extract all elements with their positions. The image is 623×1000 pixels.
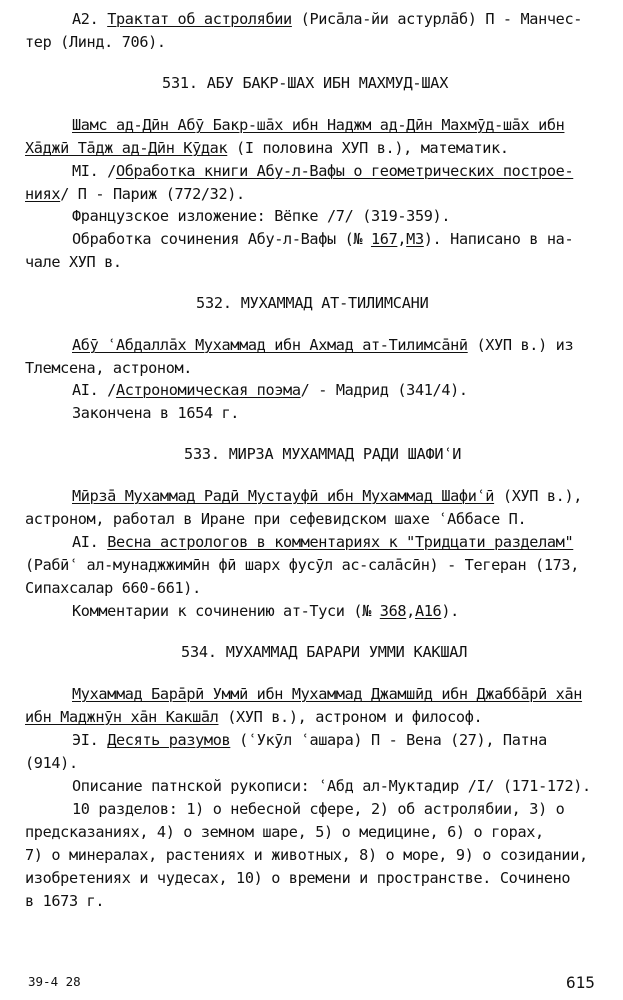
text-span: AI. / <box>72 381 116 399</box>
text-span: 10 разделов: 1) о небесной сфере, 2) об астролябии, 3) о <box>72 800 565 818</box>
text-span: (ʿУкӯл ʿашара) П - Вена (27), Патна <box>230 731 547 749</box>
underlined-text: 368 <box>379 602 407 620</box>
text-span: предсказаниях, 4) о земном шаре, 5) о медицине, 6) о горах, <box>25 823 544 841</box>
section-heading-533 <box>184 443 461 465</box>
text-line <box>25 183 245 205</box>
text-span: MI. / <box>72 162 116 180</box>
text-span: Французское изложение: Вёпке /7/ (319-359). <box>72 207 451 225</box>
text-span: Тлемсена, астроном. <box>25 359 193 377</box>
text-span: , <box>406 602 415 620</box>
text-span: ). <box>441 602 459 620</box>
text-span: Комментарии к сочинению ат-Туси (№ <box>72 602 380 620</box>
underlined-text: Астрономическая поэма <box>115 381 301 399</box>
text-line <box>25 251 122 273</box>
underlined-text: Мӣрзā Мухаммад Радӣ Мустауфӣ ибн Мухаммад Шафиʿӣ <box>72 487 495 505</box>
underlined-text: ибн Маджнӯн хāн Какшāл <box>25 708 219 726</box>
text-line <box>72 334 573 356</box>
underlined-text: Шамс ад-Дӣн Абӯ Бакр-шāх ибн Наджм ад-Дӣн Махмӯд-шāх ибн <box>72 116 565 134</box>
text-line <box>72 160 573 182</box>
text-line <box>25 137 509 159</box>
text-span: (914). <box>25 754 78 772</box>
underlined-text: ниях <box>25 185 61 203</box>
underlined-text: M3 <box>406 230 424 248</box>
text-line <box>25 844 588 866</box>
text-span: A2. <box>72 10 108 28</box>
text-span: астроном, работал в Иране при сефевидском шахе ʿАббасе П. <box>25 510 527 528</box>
text-line <box>72 600 459 622</box>
section-heading-532 <box>196 292 429 314</box>
text-line <box>72 485 582 507</box>
text-line <box>72 228 573 250</box>
text-line <box>25 706 482 728</box>
text-span: тер (Линд. 706). <box>25 33 166 51</box>
underlined-text: Десять разумов <box>107 731 231 749</box>
text-span: 531. АБУ БАКР-ШАХ ИБН МАХМУД-ШАХ <box>162 74 449 92</box>
page-number: 615 <box>566 973 595 992</box>
underlined-text: Абӯ ʿАбдаллāх Мухаммад ибн Ахмад ат-Тилимсāнӣ <box>72 336 468 354</box>
text-span: (I половина ХУП в.), математик. <box>227 139 509 157</box>
text-span: (ХУП в.) из <box>467 336 574 354</box>
text-span: Сипахсалар 660-661). <box>25 579 201 597</box>
text-span: AI. <box>72 533 108 551</box>
text-span: Описание патнской рукописи: ʿАбд ал-Муктадир /I/ (171-172). <box>72 777 591 795</box>
text-line <box>25 577 201 599</box>
text-span: (ХУП в.), <box>494 487 583 505</box>
text-line <box>72 402 239 424</box>
text-span: ЭI. <box>72 731 108 749</box>
text-span: (Рабӣʿ ал-мунаджжимӣн фӣ шарх фусӯл ас-салāсӣн) - Тегеран (173, <box>25 556 580 574</box>
text-line <box>72 8 582 30</box>
text-span: 7) о минералах, растениях и животных, 8) о море, 9) о созидании, <box>25 846 588 864</box>
text-span: 532. МУХАММАД АТ-ТИЛИМСАНИ <box>196 294 429 312</box>
underlined-text: Мухаммад Барāрӣ Уммӣ ибн Мухаммад Джамшӣд ибн Джаббāрӣ хāн <box>72 685 583 703</box>
text-line <box>25 752 78 774</box>
underlined-text: Весна астрологов в комментариях к "Тридцати разделам" <box>107 533 574 551</box>
text-line <box>72 775 591 797</box>
text-line <box>25 357 192 379</box>
text-line <box>72 379 468 401</box>
text-line <box>72 729 547 751</box>
text-line <box>72 205 450 227</box>
text-line <box>72 683 582 705</box>
underlined-text: Трактат об астролябии <box>107 10 292 28</box>
text-line <box>25 554 579 576</box>
text-span: в 1673 г. <box>25 892 105 910</box>
section-heading-531 <box>162 72 448 94</box>
text-line <box>25 867 570 889</box>
text-span: Обработка сочинения Абу-л-Вафы (№ <box>72 230 371 248</box>
text-span: (Рисāла-йи астурлāб) П - Манчес- <box>291 10 583 28</box>
text-span: чале ХУП в. <box>25 253 122 271</box>
underlined-text: A16 <box>414 602 442 620</box>
text-span: / П - Париж (772/32). <box>60 185 245 203</box>
text-line <box>25 821 544 843</box>
underlined-text: 167 <box>370 230 398 248</box>
text-span: ). Написано в на- <box>423 230 574 248</box>
text-span: Закончена в 1654 г. <box>72 404 240 422</box>
text-span: , <box>397 230 407 248</box>
text-line <box>72 531 573 553</box>
underlined-text: Обработка книги Абу-л-Вафы о геометрических построе- <box>115 162 574 180</box>
text-span: 533. МИРЗА МУХАММАД РАДИ ШАФИʿИ <box>184 445 462 463</box>
text-line <box>25 31 166 53</box>
text-span: / - Мадрид (341/4). <box>300 381 468 399</box>
text-line <box>72 798 564 820</box>
text-span: изобретениях и чудесах, 10) о времени и пространстве. Сочинено <box>25 869 571 887</box>
footer-code: 39-4 28 <box>28 974 81 989</box>
text-line <box>72 114 564 136</box>
section-heading-534 <box>181 641 467 663</box>
text-span: 534. МУХАММАД БАРАРИ УММИ КАКШАЛ <box>181 643 468 661</box>
text-line <box>25 508 526 530</box>
text-line <box>25 890 104 912</box>
text-span: (ХУП в.), астроном и философ. <box>218 708 483 726</box>
underlined-text: Хāджӣ Тāдж ад-Дӣн Кӯдак <box>25 139 228 157</box>
